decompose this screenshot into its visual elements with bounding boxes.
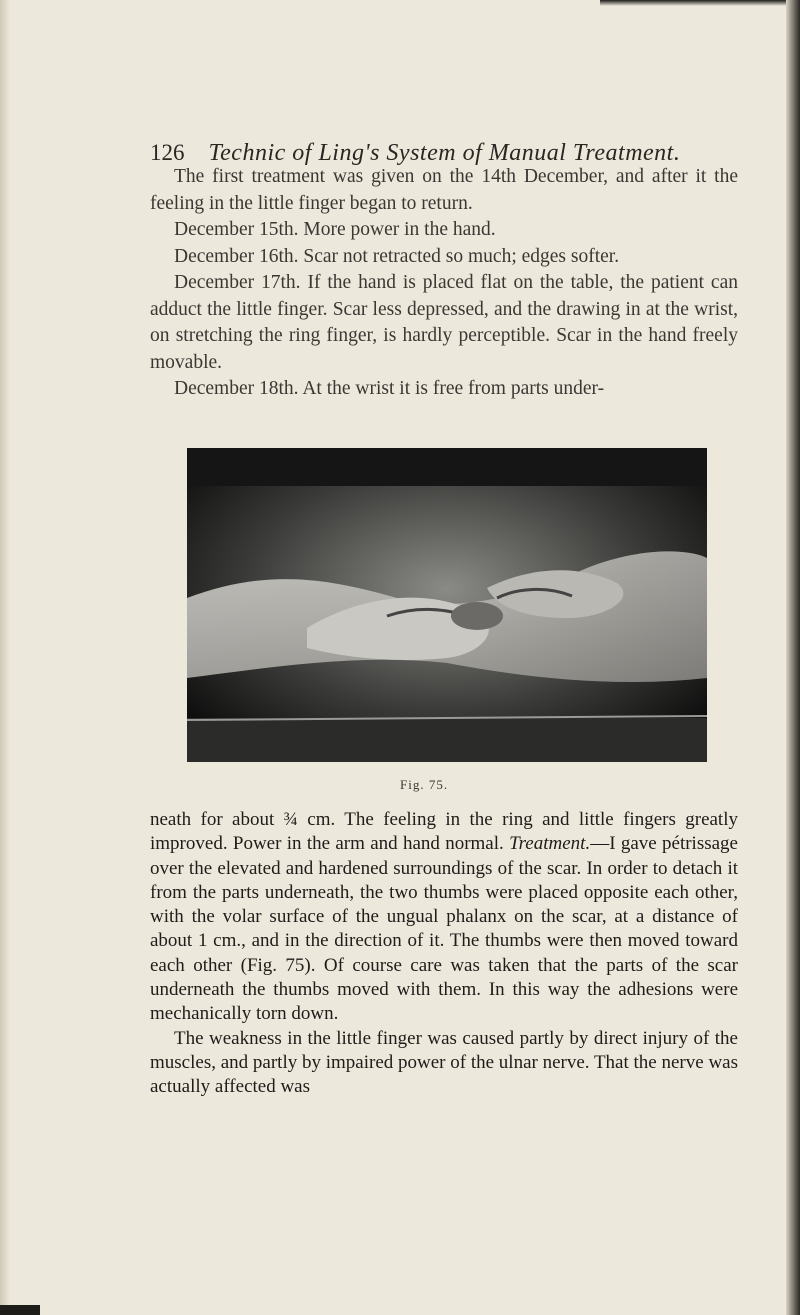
hands-photo-illustration: [187, 448, 707, 762]
treatment-text: —I gave pétrissage over the elevated and hardened surroundings of the scar. In order to detach it from the parts underneath, the two thumbs were placed opposite each other, with the volar surface of the ungual phalanx on the scar, at a distance of about 1 cm., and in the direction of it. The thumbs were then moved toward each other (Fig. 75). Of course care was taken that the parts of the scar underneath the thumbs moved with them. In this way the adhesions were mechanically torn down.: [150, 833, 738, 1025]
treatment-label: Treatment.: [509, 833, 591, 855]
running-head: [150, 140, 750, 167]
paragraph: December 17th. If the hand is placed flat on the table, the patient can adduct the little finger. Scar less depressed, and the drawing in at the wrist, on stretching the ring finger, is hardly perceptible. Scar in the hand freely movable.: [150, 272, 738, 373]
paragraph: The first treatment was given on the 14th December, and after it the feeling in the little finger began to return.: [150, 166, 738, 214]
page-edge-shadow: [786, 0, 800, 1315]
page-top-shadow: [600, 0, 800, 6]
paragraph: December 15th. More power in the hand.: [174, 219, 496, 240]
running-title: Technic of Ling's System of Manual Treatment.: [208, 140, 681, 166]
page-spine-shadow: [0, 0, 10, 1315]
page-number: 126: [150, 140, 185, 165]
figure-caption: Fig. 75.: [400, 777, 449, 792]
figure-photograph-hands: [187, 448, 707, 762]
continuation-text: neath for about ¾ cm. The feeling in the ring and little fingers greatly improved. Power in the arm and hand normal.: [150, 809, 738, 855]
paragraph-continuation: [150, 808, 738, 1027]
top-text-block: [150, 164, 738, 403]
bottom-text-block: [150, 808, 738, 1100]
paragraph: The weakness in the little finger was caused partly by direct injury of the muscles, and partly by impaired power of the ulnar nerve. That the nerve was actually affected was: [150, 1027, 738, 1098]
page-corner-mark: [0, 1305, 40, 1315]
paragraph: December 18th. At the wrist it is free from parts under-: [174, 378, 605, 399]
paragraph: December 16th. Scar not retracted so much; edges softer.: [174, 245, 620, 267]
